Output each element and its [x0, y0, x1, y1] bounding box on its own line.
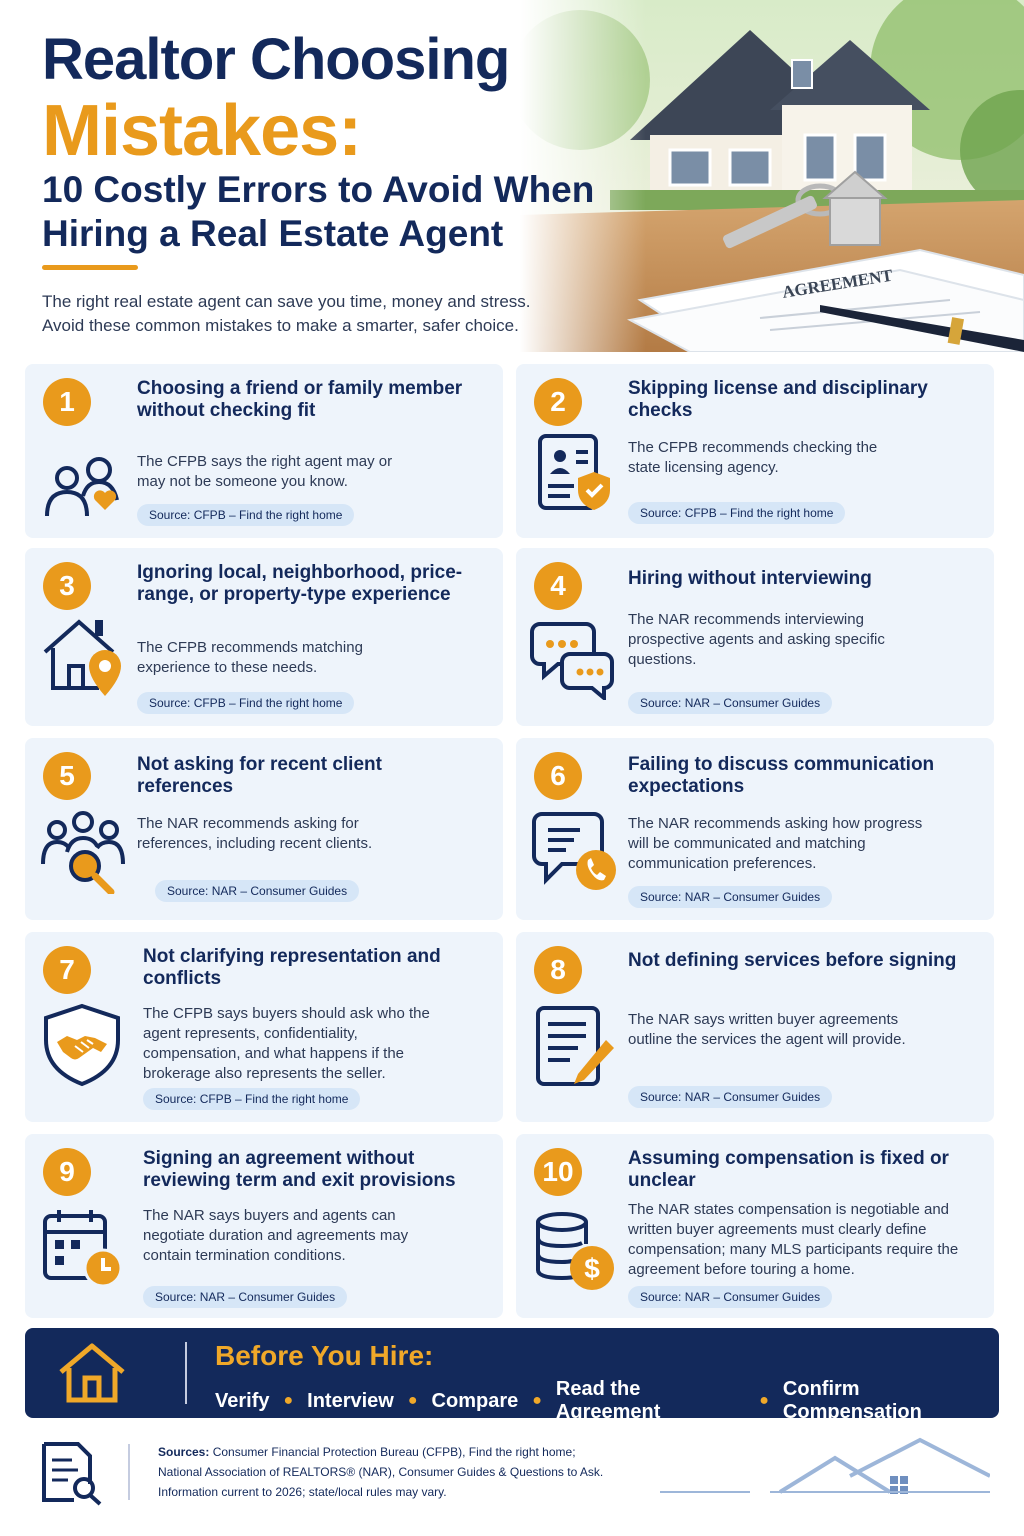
svg-text:$: $	[584, 1253, 600, 1284]
document-search-icon	[38, 1440, 104, 1506]
sources-line3: Information current to 2026; state/local rules may vary.	[158, 1485, 447, 1499]
step-compare: Compare	[431, 1389, 519, 1412]
license-shield-icon	[530, 430, 616, 516]
mistake-title: Signing an agreement without reviewing term and exit provisions	[143, 1148, 456, 1191]
calendar-clock-icon	[39, 1206, 125, 1292]
banner-heading: Before You Hire:	[215, 1340, 434, 1371]
mistake-card-4	[516, 548, 994, 726]
mistake-title: Not defining services before signing	[628, 950, 957, 971]
mistake-title: Skipping license and disciplinary checks	[628, 378, 928, 421]
mistake-card-8	[516, 932, 994, 1122]
mistake-number-badge: 1	[43, 378, 91, 426]
mistake-title: Failing to discuss communication expectations	[628, 754, 935, 797]
page-subtitle: 10 Costly Errors to Avoid When Hiring a Real Estate Agent	[42, 169, 595, 254]
handshake-shield-icon	[39, 1002, 125, 1088]
page-title-line1: Realtor Choosing	[42, 27, 510, 92]
mistake-source: Source: NAR – Consumer Guides	[143, 1286, 347, 1308]
step-verify: Verify	[215, 1389, 270, 1412]
people-heart-icon	[39, 438, 125, 524]
mistake-card-1	[25, 364, 503, 538]
mistake-source: Source: NAR – Consumer Guides	[628, 1286, 832, 1308]
mistake-number-badge: 8	[534, 946, 582, 994]
step-interview: Interview	[307, 1389, 394, 1412]
mistake-source: Source: NAR – Consumer Guides	[628, 1086, 832, 1108]
people-search-icon	[39, 808, 125, 894]
mistake-number-badge: 9	[43, 1148, 91, 1196]
mistake-title: Not asking for recent client references	[137, 754, 382, 797]
mistake-number-badge: 3	[43, 562, 91, 610]
step-separator: ●	[283, 1392, 294, 1409]
message-phone-icon	[530, 808, 616, 894]
mistake-card-9	[25, 1134, 503, 1318]
mistake-card-3	[25, 548, 503, 726]
mistake-number-badge: 6	[534, 752, 582, 800]
mistake-source: Source: NAR – Consumer Guides	[628, 692, 832, 714]
coins-dollar-icon	[530, 1208, 616, 1294]
intro-text	[42, 290, 602, 338]
mistake-title: Not clarifying representation and conflicts	[143, 946, 441, 989]
page-title-line2: Mistakes:	[42, 91, 362, 171]
mistake-card-10	[516, 1134, 994, 1318]
mistake-source: Source: NAR – Consumer Guides	[155, 880, 359, 902]
mistake-description: The CFPB says the right agent may or may not be someone you know.	[137, 453, 393, 490]
mistake-description: The NAR recommends asking for references, including recent clients.	[137, 815, 373, 852]
mistake-description: The CFPB says buyers should ask who the agent represents, confidentiality, compensation, and what happens if the brokerage also represents the seller.	[143, 1005, 430, 1082]
mistake-number-badge: 2	[534, 378, 582, 426]
mistake-description: The NAR says buyers and agents can negotiate duration and agreements may contain termination conditions.	[143, 1207, 409, 1264]
house-location-icon	[39, 612, 125, 698]
mistake-title: Choosing a friend or family member without checking fit	[137, 378, 463, 421]
step-read-agreement: Read the Agreement	[555, 1378, 661, 1423]
mistake-number-badge: 10	[534, 1148, 582, 1196]
before-you-hire-banner	[25, 1328, 999, 1423]
banner-divider	[185, 1342, 187, 1404]
mistake-number-badge: 5	[43, 752, 91, 800]
footer-house-illustration-icon	[660, 1436, 990, 1502]
intro-line1: The right real estate agent can save you time, money and stress.	[42, 292, 531, 311]
mistake-title: Assuming compensation is fixed or unclear	[628, 1148, 949, 1191]
chat-bubbles-icon	[530, 614, 616, 700]
mistake-description: The NAR recommends asking how progress will be communicated and matching communication preferences.	[628, 815, 923, 872]
step-confirm-compensation: Confirm Compensation	[782, 1378, 922, 1423]
intro-line2: Avoid these common mistakes to make a smarter, safer choice.	[42, 316, 519, 335]
banner-steps	[215, 1378, 999, 1424]
mistake-source: Source: CFPB – Find the right home	[137, 692, 354, 714]
step-separator: ●	[407, 1392, 418, 1409]
footer-divider	[128, 1444, 130, 1500]
mistake-source: Source: CFPB – Find the right home	[143, 1088, 360, 1110]
mistake-card-6	[516, 738, 994, 920]
sources-line1: Consumer Financial Protection Bureau (CFPB), Find the right home;	[212, 1445, 576, 1459]
mistake-title: Hiring without interviewing	[628, 568, 872, 589]
mistake-card-7	[25, 932, 503, 1122]
mistake-description: The CFPB recommends checking the state licensing agency.	[628, 439, 878, 476]
footer-sources	[158, 1442, 638, 1502]
sources-label: Sources:	[158, 1445, 210, 1459]
mistake-card-2	[516, 364, 994, 538]
mistake-card-5	[25, 738, 503, 920]
mistake-number-badge: 4	[534, 562, 582, 610]
sources-line2: National Association of REALTORS® (NAR), Consumer Guides & Questions to Ask.	[158, 1465, 604, 1479]
mistake-description: The NAR says written buyer agreements outline the services the agent will provide.	[628, 1011, 906, 1048]
mistake-title: Ignoring local, neighborhood, price-range, or property-type experience	[137, 562, 463, 605]
mistake-number-badge: 7	[43, 946, 91, 994]
mistake-source: Source: CFPB – Find the right home	[628, 502, 845, 524]
mistake-description: The CFPB recommends matching experience to these needs.	[137, 639, 363, 676]
step-separator: ●	[759, 1392, 769, 1409]
step-separator: ●	[532, 1392, 542, 1409]
mistake-description: The NAR recommends interviewing prospective agents and asking specific questions.	[628, 611, 885, 668]
mistake-source: Source: CFPB – Find the right home	[137, 504, 354, 526]
title-underline	[42, 265, 138, 270]
mistake-source: Source: NAR – Consumer Guides	[628, 886, 832, 908]
mistake-description: The NAR states compensation is negotiable and written buyer agreements must clearly define compensation; many MLS participants require the agreement before touring a home.	[628, 1201, 959, 1278]
house-outline-icon	[57, 1342, 127, 1404]
document-pen-icon	[530, 1004, 616, 1090]
